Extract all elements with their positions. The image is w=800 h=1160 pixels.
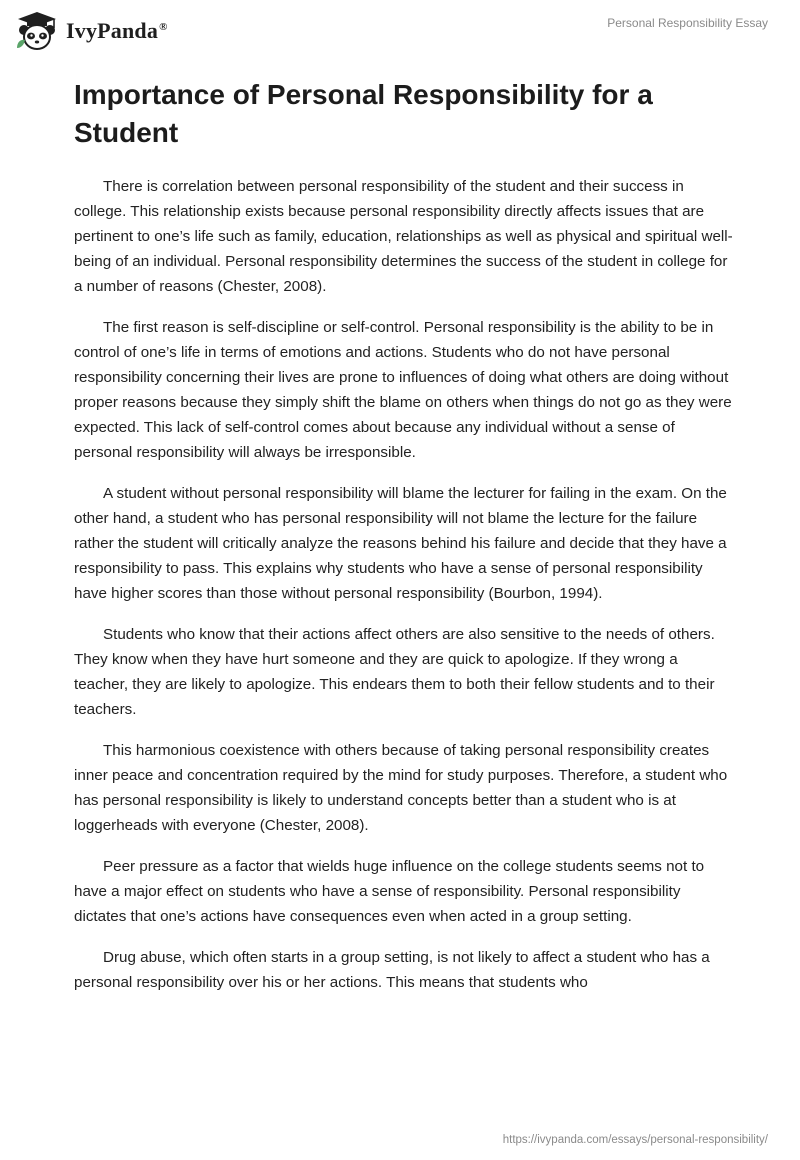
panda-logo-icon [14,10,60,52]
brand-name: IvyPanda® [66,18,168,43]
paragraph: A student without personal responsibility will blame the lecturer for failing in the exam. On the other hand, a student who has personal responsibility will not blame the lecture for the failure rather the student will critically analyze the reasons behind his failure and decide that they have a responsibility to pass. This explains why students who have a sense of personal responsibility have higher scores than those without personal responsibility (Bourbon, 1994). [74,485,727,602]
paragraph: The first reason is self-discipline or self-control. Personal responsibility is the ability to be in control of one’s life in terms of emotions and actions. Students who do not have personal responsibility concerning their lives are prone to influences of doing what others are doing without proper reasons because they simply shift the blame on others when things do not go as they were expected. This lack of self-control comes about because any individual without a sense of personal responsibility will always be irresponsible. [74,319,732,461]
paragraph: Drug abuse, which often starts in a group setting, is not likely to affect a student who has a personal responsibility over his or her actions. This means that students who [74,949,710,991]
registered-mark: ® [159,20,168,33]
paragraph: This harmonious coexistence with others because of taking personal responsibility creates inner peace and concentration required by the mind for study purposes. Therefore, a student who has personal responsibility is likely to understand concepts better than a student who is at loggerheads with everyone (Chester, 2008). [74,742,728,834]
paragraph: There is correlation between personal responsibility of the student and their success in college. This relationship exists because personal responsibility directly affects issues that are pertinent to one’s life such as family, education, relationships as well as physical and spiritual well-being of an individual. Personal responsibility determines the success of the student in college for a number of reasons (Chester, 2008). [74,178,733,295]
paragraph: Peer pressure as a factor that wields huge influence on the college students seems not to have a major effect on students who have a sense of responsibility. Personal responsibility dictates that one’s actions have consequences even when acted in a group setting. [74,858,705,925]
page-header [0,0,800,60]
document-title: Personal Responsibility Essay [607,16,768,30]
paragraph: Students who know that their actions affect others are also sensitive to the needs of others. They know when they have hurt someone and they are quick to apologize. If they wrong a teacher, they are likely to apologize. This endears them to both their fellow students and to their teachers. [74,626,715,718]
essay-title: Importance of Personal Responsibility for a Student [74,79,653,148]
source-url[interactable]: https://ivypanda.com/essays/personal-responsibility/ [502,1134,768,1146]
essay-body [74,174,734,1011]
ivypanda-logo[interactable] [14,10,168,52]
